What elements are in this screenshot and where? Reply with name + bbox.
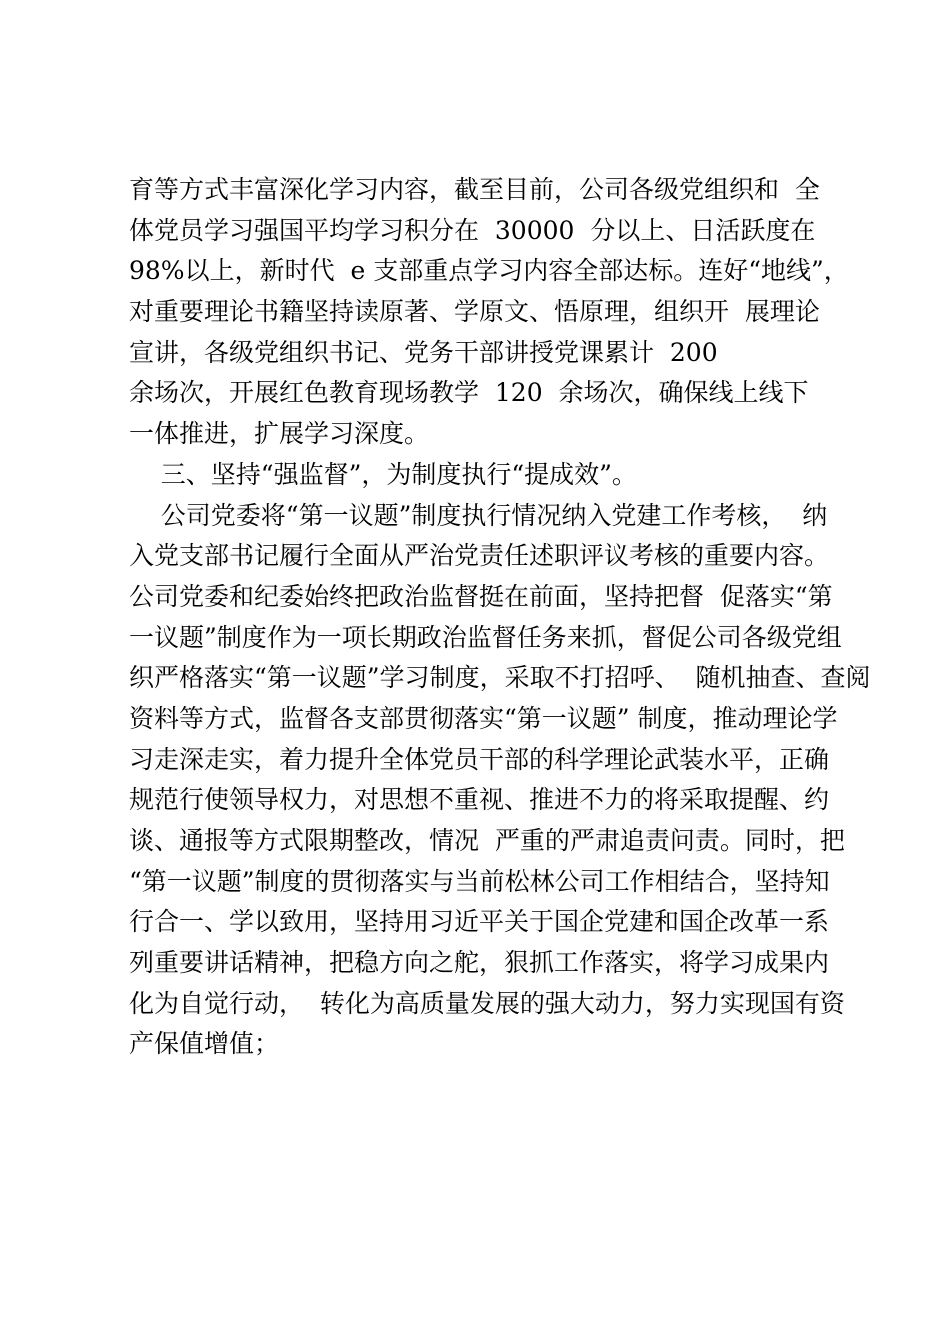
text-line: 习走深走实，着力提升全体党员干部的科学理论武装水平，正确	[129, 744, 830, 774]
text-line: 一体推进，扩展学习深度。	[129, 419, 430, 449]
section-heading: 三、坚持“强监督”，为制度执行“提成效”。	[129, 459, 637, 489]
text-line: “第一议题”制度的贯彻落实与当前松林公司工作相结合，坚持知	[129, 866, 830, 896]
text-line: 织严格落实“第一议题”学习制度，采取不打招呼、 随机抽查、查阅	[129, 663, 871, 693]
text-line: 公司党委将“第一议题”制度执行情况纳入党建工作考核， 纳	[129, 500, 828, 530]
text-line: 余场次，开展红色教育现场教学 120 余场次，确保线上线下	[129, 378, 809, 408]
text-line: 育等方式丰富深化学习内容，截至目前，公司各级党组织和 全	[129, 175, 820, 204]
text-line: 谈、通报等方式限期整改，情况 严重的严肃追责问责。同时，把	[129, 826, 845, 855]
text-line: 公司党委和纪委始终把政治监督挺在前面，坚持把督 促落实“第	[129, 581, 833, 611]
text-line: 产保值增值；	[129, 1029, 280, 1059]
document-body	[129, 170, 871, 1065]
text-line: 规范行使领导权力，对思想不重视、推进不力的将采取提醒、约	[129, 785, 830, 815]
text-line: 入党支部书记履行全面从严治党责任述职评议考核的重要内容。	[129, 541, 830, 571]
text-line: 对重要理论书籍坚持读原著、学原文、悟原理，组织开 展理论	[129, 297, 820, 327]
text-line: 一议题”制度作为一项长期政治监督任务来抓，督促公司各级党组	[129, 622, 842, 652]
text-line: 98%以上，新时代 e 支部重点学习内容全部达标。连好“地线”，	[129, 256, 849, 286]
text-line: 行合一、学以致用，坚持用习近平关于国企党建和国企改革一系	[129, 907, 830, 937]
text-line: 体党员学习强国平均学习积分在 30000 分以上、日活跃度在	[129, 215, 816, 245]
text-line: 宣讲，各级党组织书记、党务干部讲授党课累计 200	[129, 337, 718, 367]
text-line: 化为自觉行动， 转化为高质量发展的强大动力，努力实现国有资	[129, 988, 845, 1018]
text-line: 列重要讲话精神，把稳方向之舵，狠抓工作落实，将学习成果内	[129, 948, 830, 978]
text-line: 资料等方式，监督各支部贯彻落实“第一议题” 制度，推动理论学	[129, 703, 838, 733]
